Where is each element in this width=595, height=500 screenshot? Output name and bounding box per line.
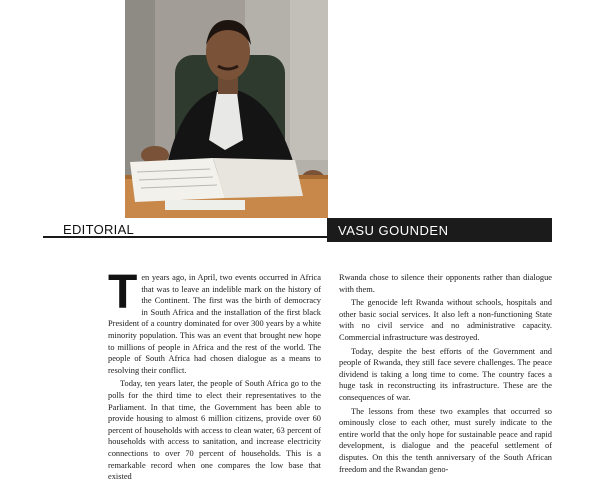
section-label: EDITORIAL	[43, 218, 327, 238]
author-name: VASU GOUNDEN	[327, 218, 552, 242]
paragraph: Rwanda chose to silence their opponents rather than dialogue with them.	[339, 273, 552, 294]
paragraph-text: en years ago, in April, two events occurred in Africa that was to leave an indelible mark on the history of the Continent. The first was the birth of democracy in South Africa and the installation of the first black President of a country dominated for over 300 years by a white minority population. This was an event that brought new hope to millions of people in Africa and the rest of the world. The people of South Africa had chosen dialogue as a means to resolving their conflict.	[108, 273, 321, 375]
article-column-left	[108, 266, 321, 483]
paragraph: The genocide left Rwanda without schools, hospitals and other basic social services. It also left a non-functioning State with no civil service and no administrative capacity. Commercial infrastructure was destroyed.	[339, 298, 552, 342]
paragraph: Today, ten years later, the people of South Africa go to the polls for the third time to elect their representatives to the Parliament. In that time, the Government has been able to provide housing to almost 6 million citizens, provide over 60 percent of households with access to clean water, 63 percent of households with access to sanitation, and increase electricity connections to over 70 percent of households. This is a remarkable record when one compares the low base that existed	[108, 379, 321, 482]
section-banner	[43, 218, 552, 242]
author-photo-illustration	[125, 0, 328, 218]
article-column-right	[339, 272, 552, 483]
drop-cap: T	[108, 266, 138, 319]
article-body	[108, 266, 553, 483]
author-photo	[125, 0, 328, 218]
paragraph: The lessons from these two examples that occurred so ominously close to each other, must surely indicate to the entire world that the only hope for sustainable peace and rapid development, is dialogue and the peaceful settlement of disputes. On this the tenth anniversary of the South African freedom and the Rwandan geno-	[339, 406, 552, 474]
paragraph	[108, 266, 321, 376]
paragraph: Today, despite the best efforts of the Government and people of Rwanda, they still face severe challenges. The peace dividend is taking a long time to come. The country faces a huge task in reconstructing its infrastructure. These are the consequences of war.	[339, 346, 552, 402]
